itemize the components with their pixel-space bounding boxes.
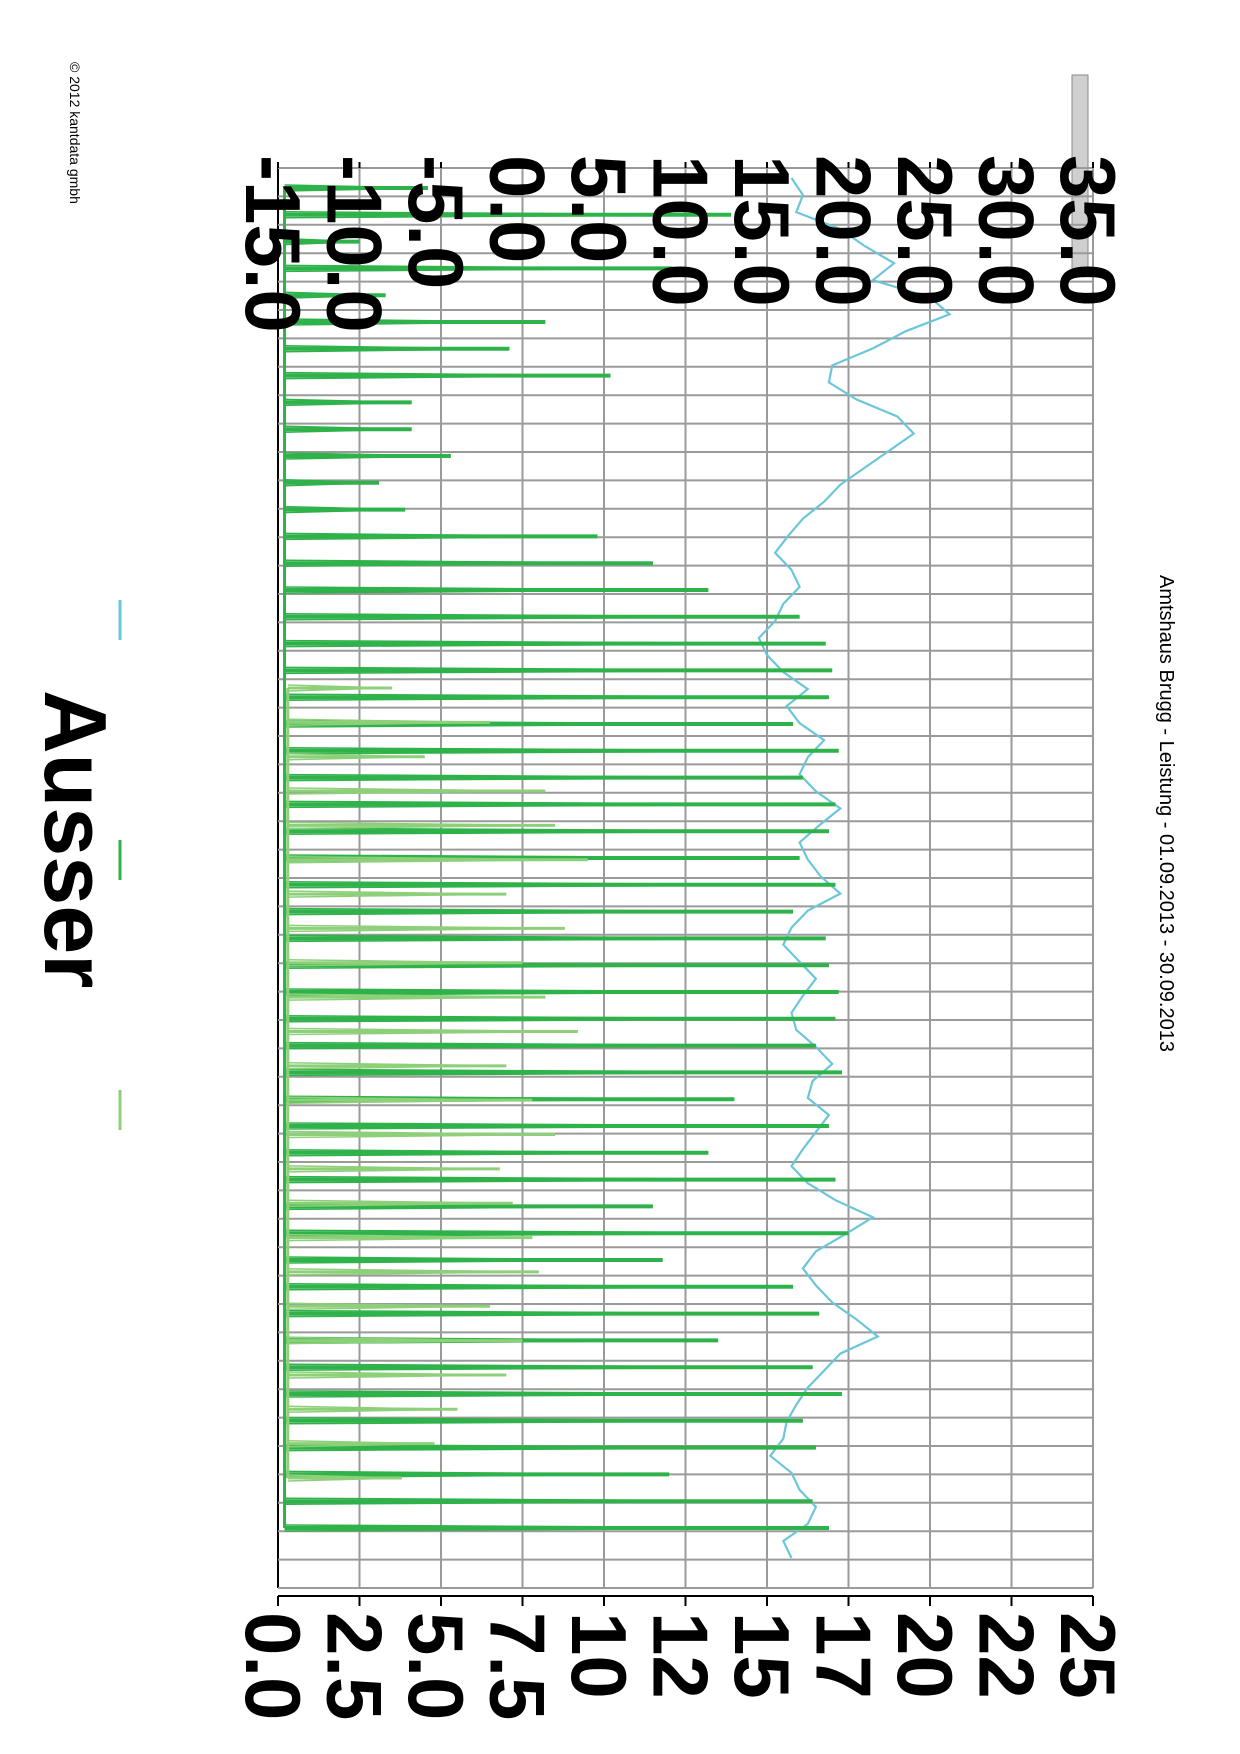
temperature-line bbox=[759, 178, 950, 1558]
left-axis-tick-label: 5.0 bbox=[555, 155, 643, 264]
right-axis-tick-label: 2.5 bbox=[310, 1612, 399, 1721]
left-axis-ticks bbox=[229, 155, 1132, 333]
chart-title: Amtshaus Brugg - Leistung - 01.09.2013 - 30.09.2013 bbox=[1155, 575, 1177, 1052]
right-axis-tick-label: 15 bbox=[718, 1612, 806, 1699]
left-axis-tick-label: 20.0 bbox=[799, 155, 888, 307]
right-axis-tick-label: 25 bbox=[1044, 1612, 1132, 1699]
right-axis-tick-label: 10 bbox=[555, 1612, 643, 1699]
temperature-series bbox=[759, 178, 950, 1558]
left-axis-tick-label: 35.0 bbox=[1044, 155, 1132, 307]
right-axis-tick-label: 5.0 bbox=[392, 1612, 480, 1721]
left-axis-tick-label: -15.0 bbox=[229, 155, 317, 333]
left-axis-tick-label: -10.0 bbox=[310, 155, 399, 333]
right-axis-tick-label: 7.5 bbox=[473, 1612, 562, 1721]
copyright-text: © 2012 kantdata gmbh bbox=[67, 62, 83, 204]
left-axis-tick-label: 0.0 bbox=[473, 155, 562, 264]
left-axis-tick-label: 30.0 bbox=[962, 155, 1051, 307]
left-axis-tick-label: 25.0 bbox=[881, 155, 969, 307]
right-axis-tick-label: 22 bbox=[962, 1612, 1051, 1699]
left-axis-tick-label: 10.0 bbox=[636, 155, 725, 307]
right-axis-ticks bbox=[229, 1596, 1132, 1720]
right-axis-tick-label: 0.0 bbox=[229, 1612, 317, 1721]
left-axis-tick-label: 15.0 bbox=[718, 155, 806, 307]
left-axis-tick-label: -5.0 bbox=[392, 155, 480, 290]
right-axis-tick-label: 17 bbox=[799, 1612, 888, 1699]
right-axis-tick-label: 20 bbox=[881, 1612, 969, 1699]
legend-label: Ausser bbox=[26, 690, 125, 989]
right-axis-tick-label: 12 bbox=[636, 1612, 725, 1699]
